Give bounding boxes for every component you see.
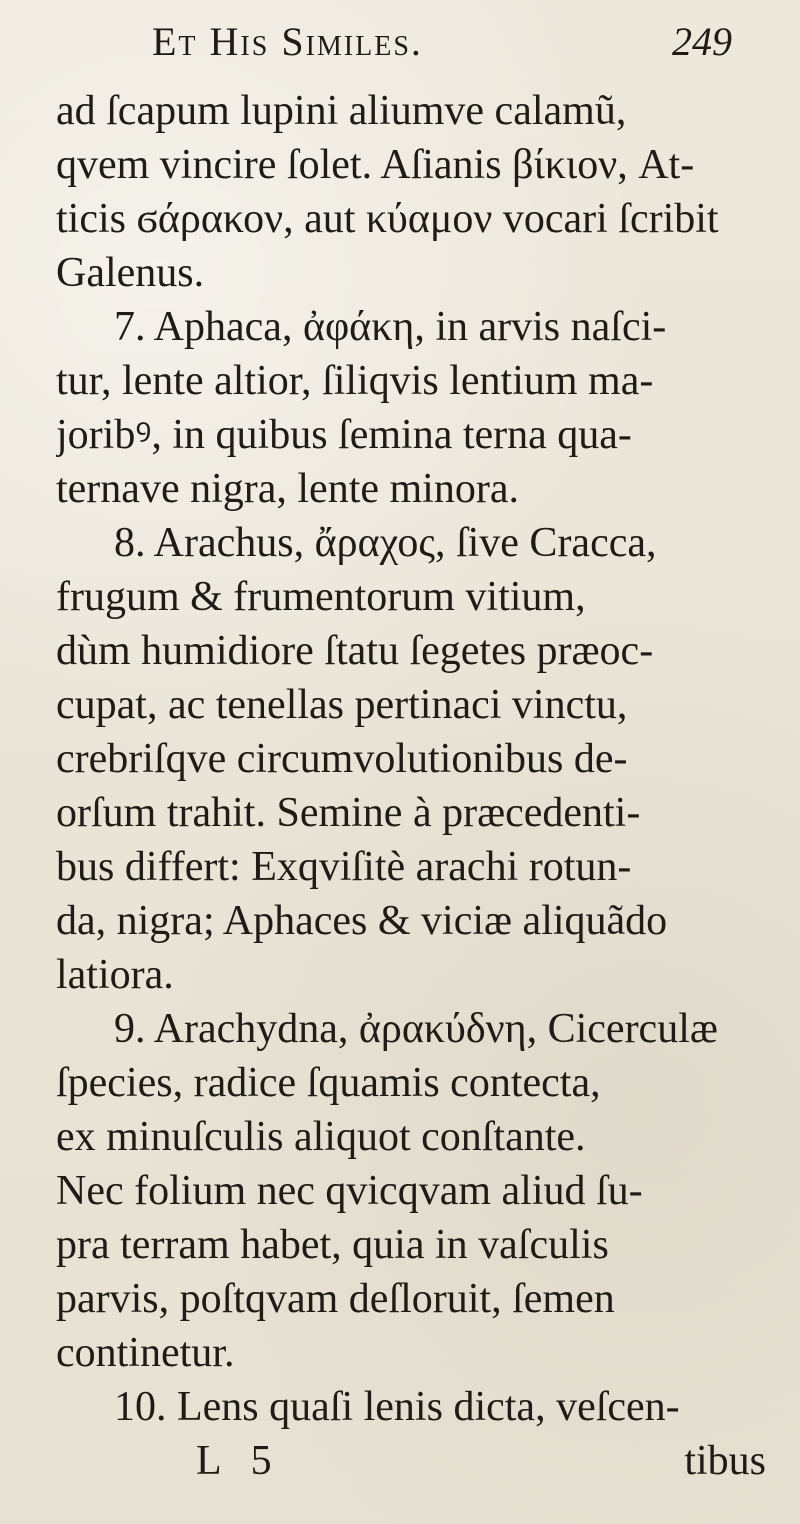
text-line: ticis ϭάρακον, aut κύαμον vocari ſcribit (56, 196, 719, 242)
text-line: bus differt: Exqviſitè arachi rotun- (56, 844, 632, 890)
running-head (56, 18, 766, 68)
running-title: Et His Similes. (152, 19, 423, 64)
text-line: continetur. (56, 1330, 235, 1376)
signature-mark: L 5 (196, 1438, 282, 1484)
text-line: 8. Arachus, ἄραχος, ſive Cracca, (114, 520, 657, 566)
text-line: qvem vincire ſolet. Aſianis βίκιον, At- (56, 142, 695, 188)
text-line: 7. Aphaca, ἀφάκη, in arvis naſci- (114, 304, 667, 350)
text-line: crebriſqve circumvolutionibus de- (56, 736, 628, 782)
text-line: 10. Lens quaſi lenis dicta, veſcen- (114, 1384, 680, 1430)
text-line: orſum trahit. Semine à præcedenti- (56, 790, 641, 836)
text-line: Nec folium nec qvicqvam aliud ſu- (56, 1168, 643, 1214)
text-line: ſpecies, radice ſquamis contecta, (56, 1060, 601, 1106)
text-line: ex minuſculis aliquot conſtante. (56, 1114, 586, 1160)
text-line: cupat, ac tenellas pertinaci vinctu, (56, 682, 628, 728)
page-number: 249 (672, 19, 732, 64)
text-line: dùm humidiore ſtatu ſegetes præoc- (56, 628, 654, 674)
text-block (56, 84, 761, 1434)
catchword: tibus (684, 1438, 766, 1484)
text-line: da, nigra; Aphaces & viciæ aliquãdo (56, 898, 668, 944)
text-line: 9. Arachydna, ἀρακύδνη, Cicerculæ (114, 1006, 718, 1052)
text-line: ad ſcapum lupini aliumve calamũ, (56, 88, 627, 134)
text-line: latiora. (56, 952, 174, 998)
text-line: frugum & frumentorum vitium, (56, 574, 586, 620)
text-line: Galenus. (56, 250, 205, 296)
text-line: parvis, poſtqvam deſloruit, ſemen (56, 1276, 615, 1322)
page-footer (56, 1434, 766, 1488)
text-line: joribꝰ, in quibus ſemina terna qua- (56, 412, 632, 458)
text-line: ternave nigra, lente minora. (56, 466, 519, 512)
text-line: tur, lente altior, ſiliqvis lentium ma- (56, 358, 654, 404)
text-line: pra terram habet, quia in vaſculis (56, 1222, 609, 1268)
